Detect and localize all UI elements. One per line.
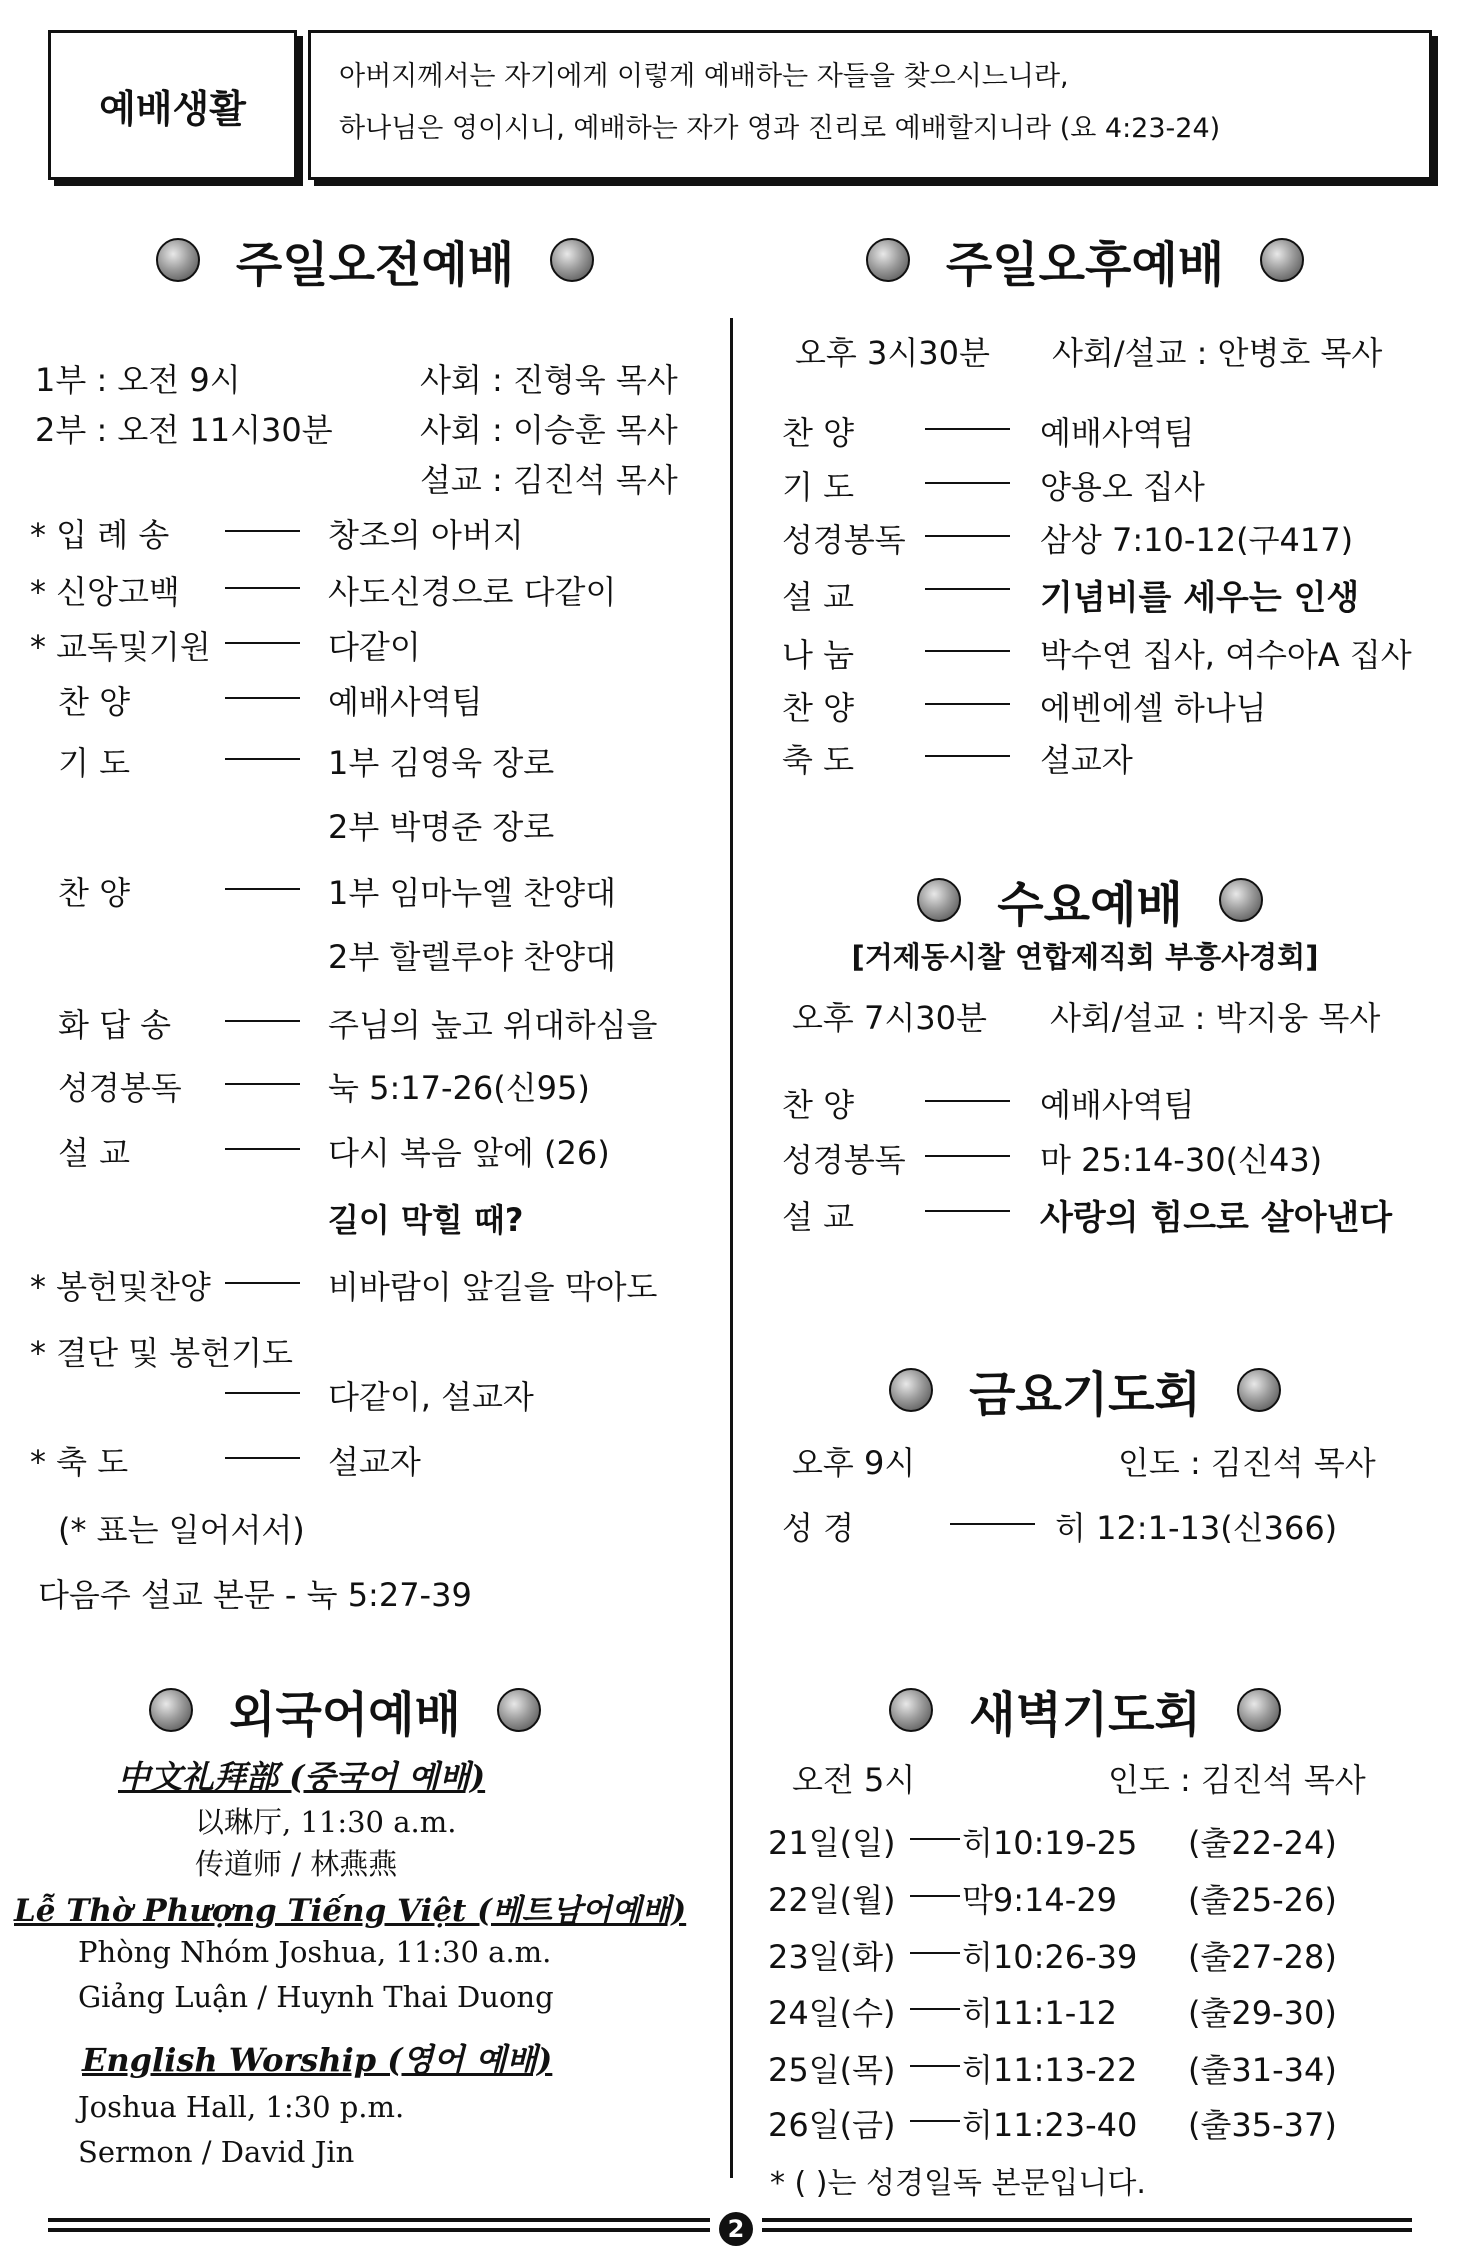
dawn-reading: (출22-24) [1188, 1824, 1337, 1862]
order-value: 설교자 [328, 1443, 421, 1481]
order-value: 1부 김영욱 장로 [328, 744, 555, 782]
dash-line [910, 1838, 960, 1840]
chinese-line2: 传道师 / 林燕燕 [195, 1847, 398, 1881]
order-value: 비바람이 앞길을 막아도 [328, 1268, 658, 1306]
dash-line [225, 1020, 300, 1022]
dawn-reading: (출31-34) [1188, 2051, 1337, 2089]
sermon-title: 길이 막힐 때? [328, 1201, 524, 1239]
bullet-ball-icon [156, 238, 200, 282]
dash-line [225, 1392, 300, 1394]
order-label: 찬 양 [58, 683, 130, 721]
verse-line-1: 아버지께서는 자기에게 이렇게 예배하는 자들을 찾으시느니라, [339, 61, 1069, 92]
wednesday-subtitle: [거제동시찰 연합제직회 부흥사경회] [851, 940, 1319, 974]
dash-line [925, 588, 1010, 590]
friday-heading [860, 1360, 1310, 1423]
order-value: 히 12:1-13(신366) [1055, 1509, 1338, 1547]
next-week-sermon: 다음주 설교 본문 - 눅 5:27-39 [38, 1576, 472, 1614]
wednesday-title: 수요예배 [997, 876, 1183, 933]
order-value: 예배사역팀 [328, 683, 483, 721]
order-label: * 결단 및 봉헌기도 [30, 1334, 293, 1372]
foreign-title: 외국어예배 [229, 1686, 461, 1743]
afternoon-title: 주일오후예배 [945, 236, 1225, 293]
dash-line [925, 428, 1010, 430]
dawn-day: 23일(화) [768, 1938, 896, 1976]
order-label: 찬 양 [782, 414, 854, 452]
dash-line [910, 2065, 960, 2067]
dash-line [925, 535, 1010, 537]
dawn-text: 히10:19-25 [962, 1824, 1138, 1862]
dash-line [925, 1210, 1010, 1212]
column-divider [730, 318, 733, 2178]
order-label: 성경봉독 [782, 1141, 906, 1179]
dawn-text: 막9:14-29 [962, 1881, 1118, 1919]
order-label: 기 도 [58, 744, 130, 782]
morning-svc1: 1부 : 오전 9시 [35, 361, 241, 399]
viet-line2: Giảng Luận / Huynh Thai Duong [78, 1980, 554, 2014]
dawn-text: 히11:13-22 [962, 2051, 1138, 2089]
footer-rule-right [762, 2218, 1412, 2222]
dawn-day: 22일(월) [768, 1881, 896, 1919]
morning-svc2: 2부 : 오전 11시30분 [35, 411, 333, 449]
order-value: 사도신경으로 다같이 [328, 573, 617, 611]
order-value: 마 25:14-30(신43) [1040, 1141, 1323, 1179]
bullet-ball-icon [149, 1688, 193, 1732]
dash-line [925, 1155, 1010, 1157]
dash-line [925, 650, 1010, 652]
dawn-time: 오전 5시 [792, 1761, 916, 1799]
order-value: 눅 5:17-26(신95) [328, 1069, 590, 1107]
afternoon-heading [860, 230, 1310, 293]
dawn-leader: 인도 : 김진석 목사 [1108, 1761, 1366, 1799]
footer-rule-left [48, 2218, 710, 2222]
morning-title: 주일오전예배 [235, 236, 515, 293]
order-label: 설 교 [782, 578, 854, 616]
english-title: English Worship (영어 예배) [82, 2041, 553, 2079]
dash-line [225, 642, 300, 644]
footer-rule-left [48, 2228, 710, 2232]
order-label: 성경봉독 [782, 521, 906, 559]
header-title: 예배생활 [99, 86, 246, 131]
wednesday-time: 오후 7시30분 [792, 999, 987, 1037]
bullet-ball-icon [866, 238, 910, 282]
dash-line [225, 1083, 300, 1085]
order-label: * 신앙고백 [30, 573, 180, 611]
dash-line [225, 1148, 300, 1150]
order-value: 예배사역팀 [1040, 414, 1195, 452]
order-value: 다같이, 설교자 [328, 1378, 534, 1416]
dash-line [225, 530, 300, 532]
bullet-ball-icon [497, 1688, 541, 1732]
viet-title: Lễ Thờ Phượng Tiếng Việt (베트남어예배) [14, 1893, 687, 1929]
bullet-ball-icon [917, 878, 961, 922]
bullet-ball-icon [1237, 1368, 1281, 1412]
page-number: 2 [719, 2212, 753, 2246]
wednesday-leader: 사회/설교 : 박지웅 목사 [1050, 999, 1381, 1037]
viet-line1: Phòng Nhóm Joshua, 11:30 a.m. [78, 1935, 552, 1969]
bullet-ball-icon [1219, 878, 1263, 922]
order-label: 화 답 송 [58, 1006, 172, 1044]
dawn-text: 히10:26-39 [962, 1938, 1138, 1976]
order-value: 1부 임마누엘 찬양대 [328, 874, 616, 912]
order-value: 창조의 아버지 [328, 516, 524, 554]
order-label: * 축 도 [30, 1443, 129, 1481]
foreign-heading [120, 1680, 570, 1743]
order-value: 다시 복음 앞에 (26) [328, 1134, 610, 1172]
friday-time: 오후 9시 [792, 1444, 916, 1482]
afternoon-time: 오후 3시30분 [795, 334, 990, 372]
order-label: 찬 양 [58, 874, 130, 912]
dash-line [910, 1895, 960, 1897]
english-line1: Joshua Hall, 1:30 p.m. [78, 2090, 405, 2124]
english-line2: Sermon / David Jin [78, 2135, 355, 2169]
header-label-box [48, 30, 297, 180]
order-label: 기 도 [782, 468, 854, 506]
verse-line-2: 하나님은 영이시니, 예배하는 자가 영과 진리로 예배할지니라 (요 4:23-24) [339, 113, 1221, 144]
dawn-text: 히11:23-40 [962, 2106, 1138, 2144]
dash-line [225, 1457, 300, 1459]
order-label: * 교독및기원 [30, 628, 211, 666]
order-value: 다같이 [328, 628, 421, 666]
dawn-day: 25일(목) [768, 2051, 896, 2089]
afternoon-leader: 사회/설교 : 안병호 목사 [1052, 334, 1383, 372]
dawn-note: * ( )는 성경일독 본문입니다. [770, 2166, 1146, 2201]
dash-line [925, 482, 1010, 484]
dash-line [925, 703, 1010, 705]
order-label: 찬 양 [782, 689, 854, 727]
dash-line [910, 1952, 960, 1954]
order-label: 성 경 [782, 1509, 854, 1547]
friday-title: 금요기도회 [969, 1366, 1201, 1423]
dash-line [925, 1100, 1010, 1102]
bullet-ball-icon [1237, 1688, 1281, 1732]
order-label: 찬 양 [782, 1086, 854, 1124]
friday-leader: 인도 : 김진석 목사 [1118, 1444, 1376, 1482]
dash-line [225, 758, 300, 760]
bullet-ball-icon [550, 238, 594, 282]
morning-lead2: 사회 : 이승훈 목사 [420, 411, 678, 449]
dash-line [225, 587, 300, 589]
bullet-ball-icon [1260, 238, 1304, 282]
order-label: 설 교 [58, 1134, 130, 1172]
order-value-2: 2부 할렐루야 찬양대 [328, 938, 616, 976]
bullet-ball-icon [889, 1368, 933, 1412]
dawn-day: 24일(수) [768, 1994, 896, 2032]
dawn-text: 히11:1-12 [962, 1994, 1118, 2032]
dash-line [225, 888, 300, 890]
dawn-day: 21일(일) [768, 1824, 896, 1862]
order-label: 축 도 [782, 741, 854, 779]
dash-line [950, 1523, 1035, 1525]
dash-line [225, 697, 300, 699]
dawn-title: 새벽기도회 [969, 1686, 1201, 1743]
header-verse-box [308, 30, 1432, 180]
order-label: * 입 례 송 [30, 516, 170, 554]
order-value: 설교자 [1040, 741, 1133, 779]
order-value: 주님의 높고 위대하심을 [328, 1006, 658, 1044]
dawn-reading: (출27-28) [1188, 1938, 1337, 1976]
order-label: 성경봉독 [58, 1069, 182, 1107]
chinese-line1: 以琳厅, 11:30 a.m. [195, 1805, 457, 1839]
dash-line [925, 755, 1010, 757]
sermon-title: 사랑의 힘으로 살아낸다 [1040, 1198, 1393, 1238]
standing-note: (* 표는 일어서서) [58, 1511, 305, 1549]
dash-line [910, 2120, 960, 2122]
dawn-day: 26일(금) [768, 2106, 896, 2144]
order-value: 박수연 집사, 여수아A 집사 [1040, 636, 1412, 674]
chinese-title: 中文礼拜部 (중국어 예배) [118, 1758, 486, 1796]
dash-line [910, 2008, 960, 2010]
order-value: 에벤에셀 하나님 [1040, 689, 1267, 727]
morning-lead1: 사회 : 진형욱 목사 [420, 361, 678, 399]
dawn-reading: (출35-37) [1188, 2106, 1337, 2144]
order-label: * 봉헌및찬양 [30, 1268, 211, 1306]
sermon-title: 기념비를 세우는 인생 [1040, 578, 1360, 618]
morning-preacher: 설교 : 김진석 목사 [420, 461, 678, 499]
footer-rule-right [762, 2228, 1412, 2232]
dawn-heading [860, 1680, 1310, 1743]
order-value: 삼상 7:10-12(구417) [1040, 521, 1354, 559]
dawn-reading: (출29-30) [1188, 1994, 1337, 2032]
order-label: 나 눔 [782, 636, 854, 674]
bullet-ball-icon [889, 1688, 933, 1732]
dawn-reading: (출25-26) [1188, 1881, 1337, 1919]
dash-line [225, 1282, 300, 1284]
order-value-2: 2부 박명준 장로 [328, 808, 555, 846]
order-value: 예배사역팀 [1040, 1086, 1195, 1124]
morning-heading [150, 230, 600, 293]
order-label: 설 교 [782, 1198, 854, 1236]
wednesday-heading [865, 870, 1315, 933]
order-value: 양용오 집사 [1040, 468, 1205, 506]
